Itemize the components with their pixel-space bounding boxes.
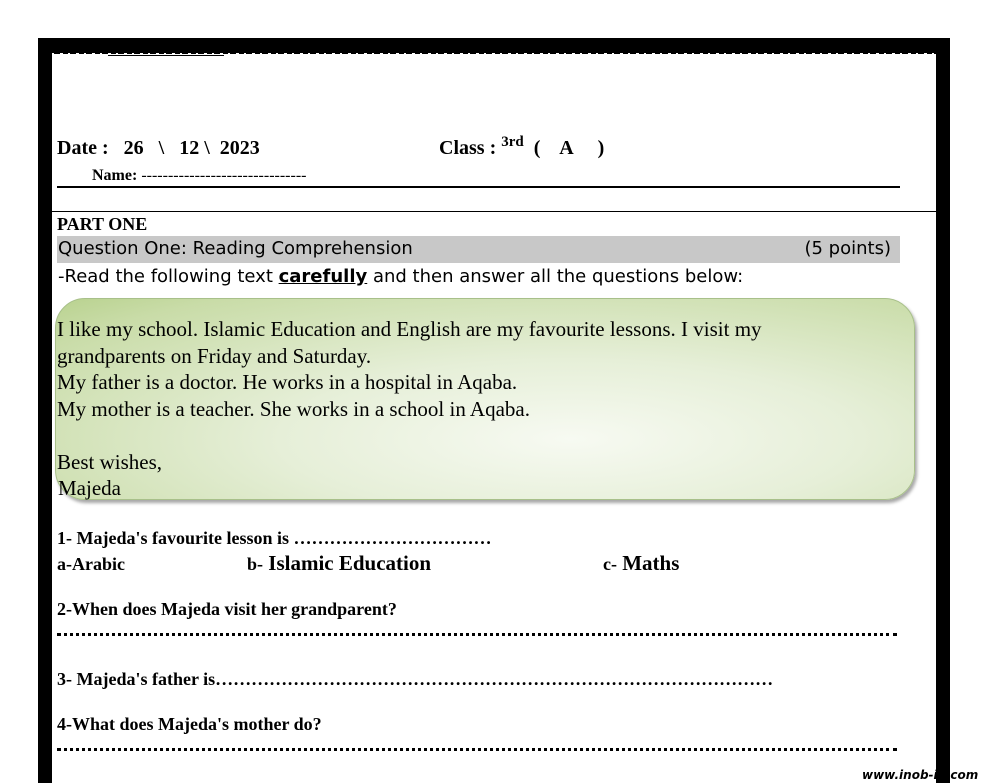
reading-passage xyxy=(57,316,897,502)
question-points: (5 points) xyxy=(804,238,891,259)
question-1: 1- Majeda's favourite lesson is …………………………… xyxy=(57,528,492,548)
option-b-label: b- xyxy=(247,554,264,574)
instruction xyxy=(58,266,743,287)
logo-underline xyxy=(108,55,224,56)
question-title: Question One: Reading Comprehension xyxy=(58,238,413,259)
passage-line: grandparents on Friday and Saturday. xyxy=(57,343,372,368)
date-day: 26 xyxy=(123,137,144,159)
name-blank[interactable]: ------------------------------- xyxy=(141,167,307,184)
date-label: Date : xyxy=(57,137,109,159)
part-heading: PART ONE xyxy=(57,214,148,234)
question-4: 4-What does Majeda's mother do? xyxy=(57,714,322,734)
question-2: 2-When does Majeda visit her grandparent? xyxy=(57,599,397,619)
page-frame-top xyxy=(38,38,950,54)
name-label: Name: xyxy=(92,167,138,184)
option-b-text: Islamic Education xyxy=(263,551,432,575)
question-title-bar xyxy=(57,236,900,263)
passage-line: I like my school. Islamic Education and English are my favourite lessons. I visit my xyxy=(57,317,762,341)
section-divider xyxy=(52,211,936,212)
date-year: 2023 xyxy=(219,137,260,159)
class-row: Class : $^{3rd}$ ( A ) xyxy=(439,134,605,159)
option-c-label: c- xyxy=(603,554,617,574)
page-frame-left xyxy=(38,38,52,783)
instruction-text-2: and then answer all the questions below: xyxy=(367,266,744,287)
answer-line-2[interactable] xyxy=(57,633,897,636)
option-c[interactable] xyxy=(603,551,679,576)
instruction-text-1: -Read the following text xyxy=(58,266,279,287)
passage-closing: Best wishes, xyxy=(57,449,162,474)
question-3: 3- Majeda's father is………………………………………………………………………………… xyxy=(57,669,774,689)
passage-line: My mother is a teacher. She works in a school in Aqaba. xyxy=(57,396,530,421)
class-section: A xyxy=(559,137,573,159)
option-a[interactable]: a-Arabic xyxy=(57,554,125,574)
date-row: Date : 26 \ 12 \ 2023 xyxy=(57,137,260,159)
watermark: www.inob-io.com xyxy=(862,768,979,782)
class-label: Class : xyxy=(439,137,497,159)
date-month: 12 xyxy=(179,137,200,159)
page-frame-right xyxy=(936,38,950,783)
option-b[interactable] xyxy=(247,551,431,576)
passage-gap xyxy=(57,422,897,449)
name-row xyxy=(92,167,306,185)
instruction-emphasis: carefully xyxy=(278,266,368,287)
passage-line: My father is a doctor. He works in a hospital in Aqaba. xyxy=(57,370,518,394)
passage-signature: Majeda xyxy=(58,476,121,500)
class-grade: 3rd xyxy=(501,134,524,150)
option-c-text: Maths xyxy=(616,551,680,575)
header-divider xyxy=(57,186,900,188)
answer-line-4[interactable] xyxy=(57,748,897,751)
